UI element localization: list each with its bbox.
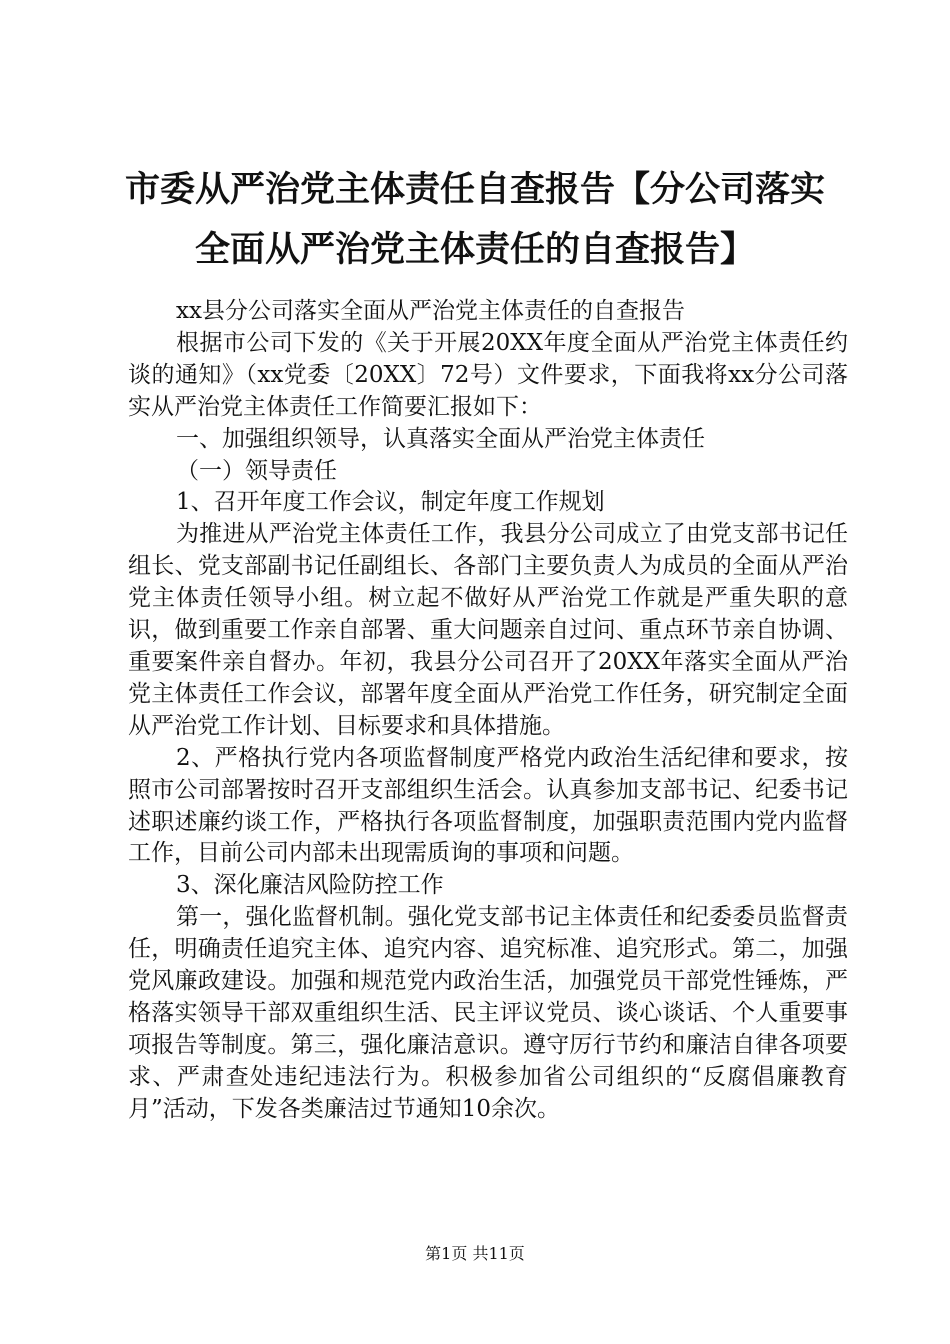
body-paragraph: 2、严格执行党内各项监督制度严格党内政治生活纪律和要求，按照市公司部署按时召开支部组织生活会。认真参加支部书记、纪委书记述职述廉约谈工作，严格执行各项监督制度，加强职责范围内党内监督工作，目前公司内部未出现需质询的事项和问题。	[128, 744, 848, 867]
body-paragraph: 为推进从严治党主体责任工作，我县分公司成立了由党支部书记任组长、党支部副书记任副组长、各部门主要负责人为成员的全面从严治党主体责任领导小组。树立起不做好从严治党工作就是严重失职的意识，做到重要工作亲自部署、重大问题亲自过问、重点环节亲自协调、重要案件亲自督办。年初，我县分公司召开了20XX年落实全面从严治党主体责任工作会议，部署年度全面从严治党工作任务，研究制定全面从严治党工作计划、目标要求和具体措施。	[128, 521, 848, 739]
subsection-heading: （一）领导责任	[176, 457, 337, 484]
document-body	[128, 296, 848, 1126]
subtitle-paragraph: xx县分公司落实全面从严治党主体责任的自查报告	[176, 298, 685, 324]
title-line-1: 市委从严治党主体责任自查报告【分公司落实	[124, 169, 825, 210]
body-paragraph: 第一，强化监督机制。强化党支部书记主体责任和纪委委员监督责任，明确责任追究主体、追究内容、追究标准、追究形式。第二，加强党风廉政建设。加强和规范党内政治生活，加强党员干部党性锤炼，严格落实领导干部双重组织生活、民主评议党员、谈心谈话、个人重要事项报告等制度。第三，强化廉洁意识。遵守厉行节约和廉洁自律各项要求、严肃查处违纪违法行为。积极参加省公司组织的“反腐倡廉教育月”活动，下发各类廉洁过节通知10余次。	[128, 904, 848, 1122]
document-title	[100, 160, 850, 280]
title-line-2: 全面从严治党主体责任的自查报告】	[194, 229, 755, 270]
intro-paragraph: 根据市公司下发的《关于开展20XX年度全面从严治党主体责任约谈的通知》（xx党委〔20XX〕72号）文件要求，下面我将xx分公司落实从严治党主体责任工作简要汇报如下：	[128, 329, 848, 420]
page-number-footer: 第1页 共11页	[425, 1244, 525, 1263]
item-heading: 3、深化廉洁风险防控工作	[176, 872, 444, 899]
item-heading: 1、召开年度工作会议，制定年度工作规划	[176, 489, 605, 516]
section-heading: 一、加强组织领导，认真落实全面从严治党主体责任	[176, 425, 705, 452]
